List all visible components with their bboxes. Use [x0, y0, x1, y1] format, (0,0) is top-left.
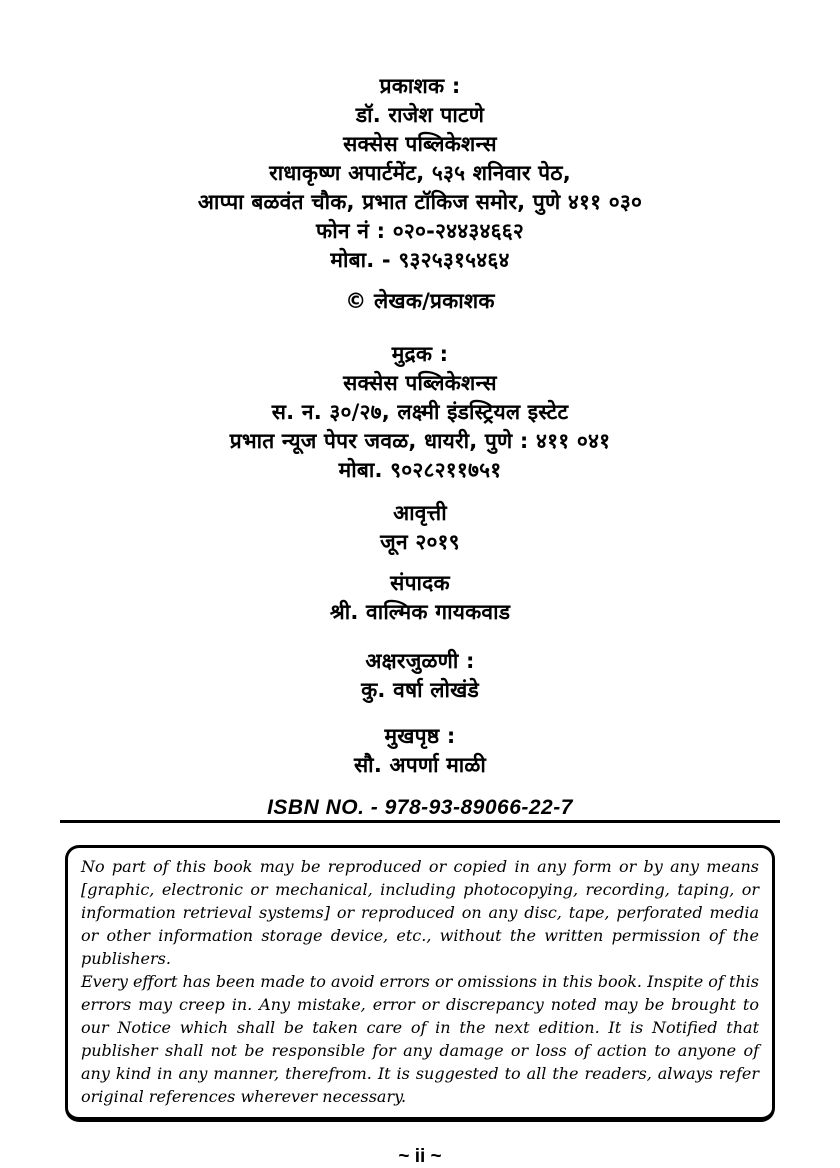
- editor-value: श्री. वाल्मिक गायकवाड: [329, 600, 511, 624]
- edition-heading: आवृत्ती: [393, 501, 447, 525]
- cover-section: [0, 722, 840, 780]
- publisher-name: डॉ. राजेश पाटणे: [355, 103, 485, 127]
- editor-section: [0, 569, 840, 627]
- edition-section: [0, 499, 840, 557]
- isbn-line: ISBN NO. - 978-93-89066-22-7: [267, 796, 573, 819]
- printer-section: [0, 340, 840, 485]
- editor-heading: संपादक: [390, 571, 450, 595]
- copyright-line: © लेखक/प्रकाशक: [345, 289, 495, 313]
- publisher-mobile: मोबा. - ९३२५३१५४६४: [330, 248, 510, 272]
- disclaimer-box: [65, 845, 775, 1122]
- typesetting-value: कु. वर्षा लोखंडे: [361, 678, 479, 702]
- edition-value: जून २०१९: [380, 530, 460, 554]
- printer-company: सक्सेस पब्लिकेशन्स: [343, 371, 497, 395]
- printer-mobile: मोबा. ९०२८२११७५१: [338, 458, 502, 482]
- page-number: ~ ii ~: [398, 1146, 442, 1167]
- publisher-section: [0, 72, 840, 275]
- printer-heading: मुद्रक :: [391, 342, 449, 366]
- publisher-address-line-1: राधाकृष्ण अपार्टमेंट, ५३५ शनिवार पेठ,: [269, 161, 571, 185]
- publisher-company: सक्सेस पब्लिकेशन्स: [343, 132, 497, 156]
- disclaimer-paragraph-2: Every effort has been made to avoid errors or omissions in this book. Inspite of this errors may creep in. Any mistake, error or discrepancy noted may be brought to our Notice which shall be taken care of in the next edition. It is Notified that publisher shall not be responsible for any damage or loss of action to anyone of any kind in any manner, therefrom. It is suggested to all the readers, always refer original references wherever necessary.: [81, 972, 759, 1106]
- typesetting-heading: अक्षरजुळणी :: [365, 649, 475, 673]
- cover-heading: मुखपृष्ठ :: [384, 724, 456, 748]
- printer-address-line-1: स. न. ३०/२७, लक्ष्मी इंडस्ट्रियल इस्टेट: [271, 400, 569, 424]
- disclaimer-paragraph-1: No part of this book may be reproduced or copied in any form or by any means [graphic, electronic or mechanical, including photocopying, recording, taping, or information retrieval systems] or reproduced on any disc, tape, perforated media or other information storage device, etc., without the written permission of the publishers.: [81, 857, 759, 968]
- typesetting-section: [0, 647, 840, 705]
- publisher-address-line-2: आप्पा बळवंत चौक, प्रभात टॉकिज समोर, पुणे ४११ ०३०: [197, 190, 643, 214]
- cover-value: सौ. अपर्णा माळी: [353, 753, 487, 777]
- printer-address-line-2: प्रभात न्यूज पेपर जवळ, धायरी, पुणे : ४११ ०४१: [229, 429, 611, 453]
- publisher-phone: फोन नं : ०२०-२४४३४६६२: [316, 219, 524, 243]
- divider-rule: [60, 820, 780, 823]
- publisher-heading: प्रकाशक :: [379, 74, 461, 98]
